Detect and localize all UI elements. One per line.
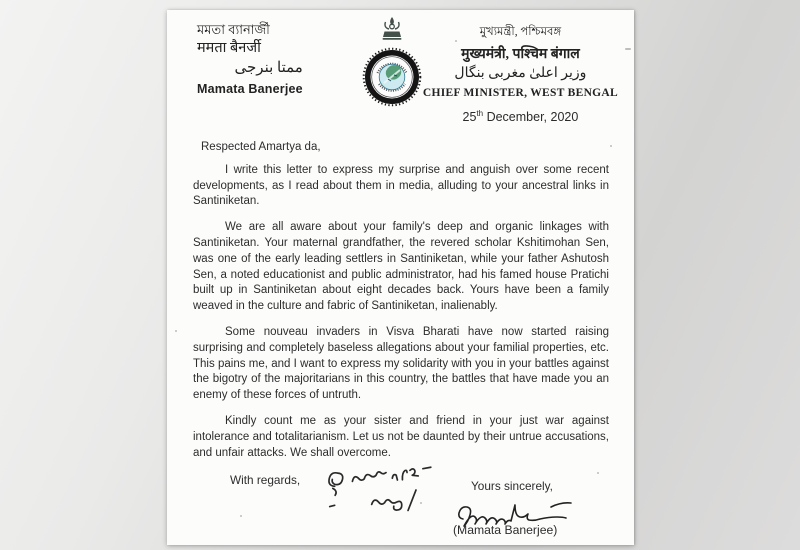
paragraph-4: Kindly count me as your sister and friend in your just war against intolerance and totalitarianism. Let us not be daunted by their untrue accusations, and unfair attacks. We shall overcome. — [193, 414, 609, 459]
date-day: 25 — [462, 110, 477, 125]
handwritten-bengali-note — [321, 455, 474, 527]
typed-signature-name: (Mamata Banerjee) — [453, 523, 558, 538]
scan-speck — [455, 40, 457, 42]
letter-date — [423, 109, 618, 124]
paragraph-2: We are all aware about your family's deep and organic linkages with Santiniketan. Your maternal grandfather, the revered scholar Kshitimohan Sen, was one of the early leading settlers in Santiniketan, while your father Ashutosh Sen, a noted educationist and public administrator, had his famed house Pratichi built up in Santiniketan about eight decades back. Yours have been a family weaved in the culture and fabric of Santiniketan, inalienably. — [193, 221, 609, 313]
scan-speck — [625, 48, 631, 50]
office-title-block — [423, 23, 618, 124]
scan-speck — [240, 515, 242, 517]
office-title-urdu: وزیر اعلیٰ مغربی بنگال — [454, 66, 587, 81]
sender-name-english: Mamata Banerjee — [197, 81, 303, 96]
sender-name-block — [197, 22, 303, 97]
scan-speck — [175, 330, 177, 332]
closing-regards: With regards, — [230, 473, 301, 488]
salutation: Respected Amartya da, — [201, 141, 321, 153]
scan-speck — [597, 472, 599, 474]
office-title-bengali: মুখ্যমন্ত্রী, পশ্চিমবঙ্গ — [479, 26, 562, 38]
closing-sincerely: Yours sincerely, — [471, 479, 553, 494]
sender-name-bengali: মমতা ব্যানার্জী — [197, 22, 270, 37]
closing-block — [193, 471, 609, 545]
seal-medallion — [364, 49, 421, 106]
sender-name-hindi: ममता बैनर्जी — [197, 39, 261, 56]
date-rest: December, 2020 — [483, 110, 579, 125]
letter-document — [167, 10, 634, 545]
paragraph-1: I write this letter to express my surprise and anguish over some recent developments, as I read about them in media, alluding to your ancestral links in Santiniketan. — [193, 163, 609, 208]
letter-body — [193, 140, 609, 461]
office-title-hindi: मुख्यमंत्री, पश्चिम बंगाल — [461, 47, 580, 62]
letterhead — [167, 10, 634, 138]
scan-speck — [610, 145, 612, 147]
paragraph-3: Some nouveau invaders in Visva Bharati have now started raising surprising and completely baseless allegations about your familial properties, etc. This pains me, and I want to express my solidarity with you in your battles against the bigotry of the majoritarians in this country, the battles that have made you an enemy of these forces of untruth. — [193, 325, 609, 402]
scan-speck — [420, 502, 422, 504]
office-title-english: CHIEF MINISTER, WEST BENGAL — [422, 87, 618, 99]
west-bengal-state-emblem-icon — [362, 15, 422, 111]
date-ordinal: th — [476, 109, 484, 118]
ashoka-lion-capital-icon — [383, 17, 402, 40]
sender-name-urdu: ممتا بنرجی — [234, 59, 303, 76]
